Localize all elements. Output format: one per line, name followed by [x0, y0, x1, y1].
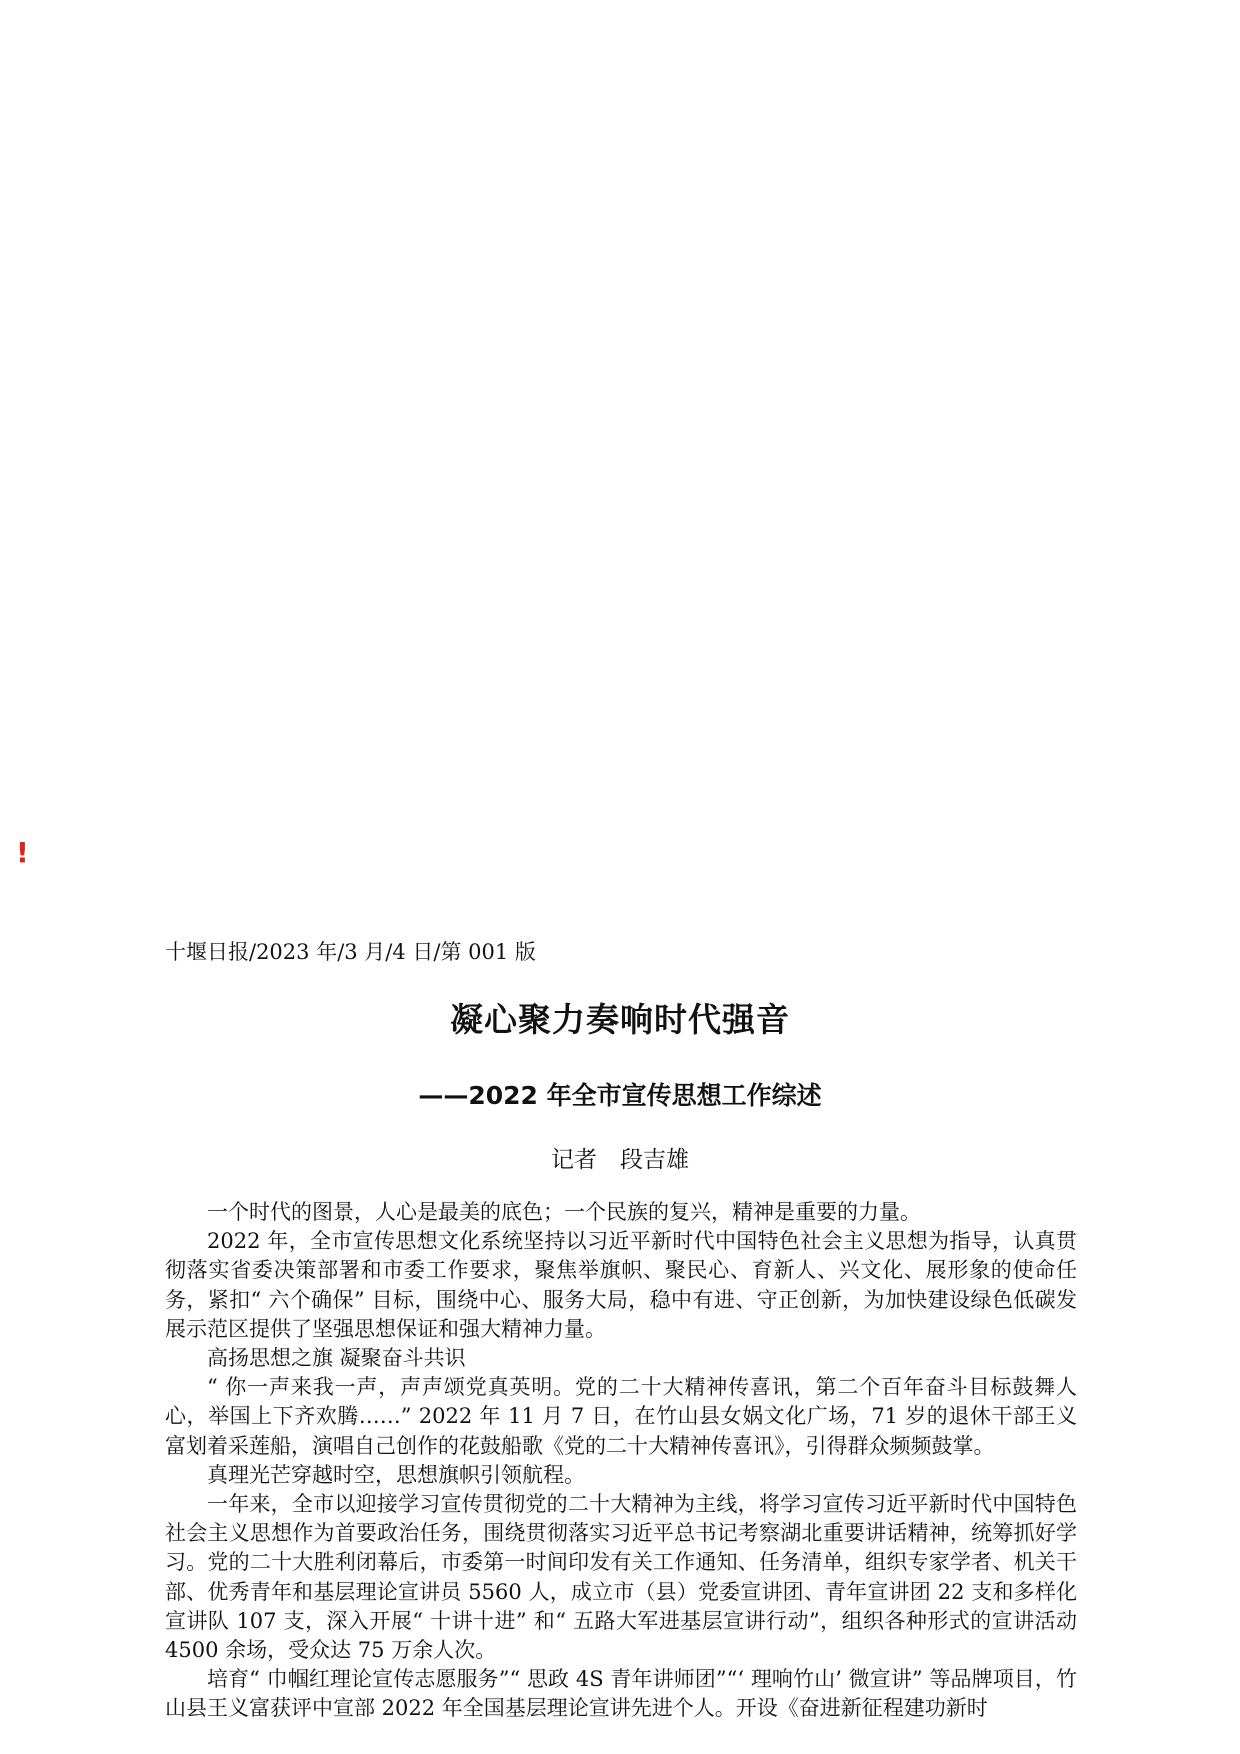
alert-marker: ! — [16, 836, 29, 869]
source-line: 十堰日报/2023 年/3 月/4 日/第 001 版 — [165, 940, 536, 964]
article-title: 凝心聚力奏响时代强音 — [450, 1000, 790, 1039]
paragraph: 2022 年，全市宣传思想文化系统坚持以习近平新时代中国特色社会主义思想为指导，认真贯彻落实省委决策部署和市委工作要求，聚焦举旗帜、聚民心、育新人、兴文化、展形象的使命任务，紧扣“ 六个确保” 目标，围绕中心、服务大局，稳中有进、守正创新，为加快建设绿色低碳发展示范区提供了坚强思想保证和强大精神力量。 — [165, 1229, 1077, 1341]
paragraph: “ 你一声来我一声，声声颂党真英明。党的二十大精神传喜讯，第二个百年奋斗目标鼓舞人心，举国上下齐欢腾……” 2022 年 11 月 7 日，在竹山县女娲文化广场，71 岁的退休干部王义富划着采莲船，演唱自己创作的花鼓船歌《党的二十大精神传喜讯》，引得群众频频鼓掌。 — [165, 1375, 1077, 1458]
paragraph: 培育“ 巾帼红理论宣传志愿服务”“ 思政 4S 青年讲师团”“‘ 理响竹山’ 微宣讲” 等品牌项目，竹山县王义富获评中宣部 2022 年全国基层理论宣讲先进个人。开设《奋进新征程建功新时 — [165, 1667, 1077, 1721]
paragraph: 真理光芒穿越时空，思想旗帜引领航程。 — [207, 1462, 585, 1487]
article-body — [165, 1198, 1077, 1724]
paragraph: 一个时代的图景，人心是最美的底色；一个民族的复兴，精神是重要的力量。 — [207, 1200, 921, 1224]
section-heading: 高扬思想之旗 凝聚奋斗共识 — [207, 1346, 466, 1371]
byline: 记者 段吉雄 — [551, 1147, 689, 1173]
article-subtitle: ——2022 年全市宣传思想工作综述 — [418, 1081, 822, 1110]
paragraph: 一年来，全市以迎接学习宣传贯彻党的二十大精神为主线，将学习宣传习近平新时代中国特色社会主义思想作为首要政治任务，围绕贯彻落实习近平总书记考察湖北重要讲话精神，统筹抓好学习。党的二十大胜利闭幕后，市委第一时间印发有关工作通知、任务清单，组织专家学者、机关干部、优秀青年和基层理论宣讲员 5560 人，成立市（县）党委宣讲团、青年宣讲团 22 支和多样化宣讲队 107 支，深入开展“ 十讲十进” 和“ 五路大军进基层宣讲行动”，组织各种形式的宣讲活动 4500 余场，受众达 75 万余人次。 — [165, 1492, 1077, 1663]
